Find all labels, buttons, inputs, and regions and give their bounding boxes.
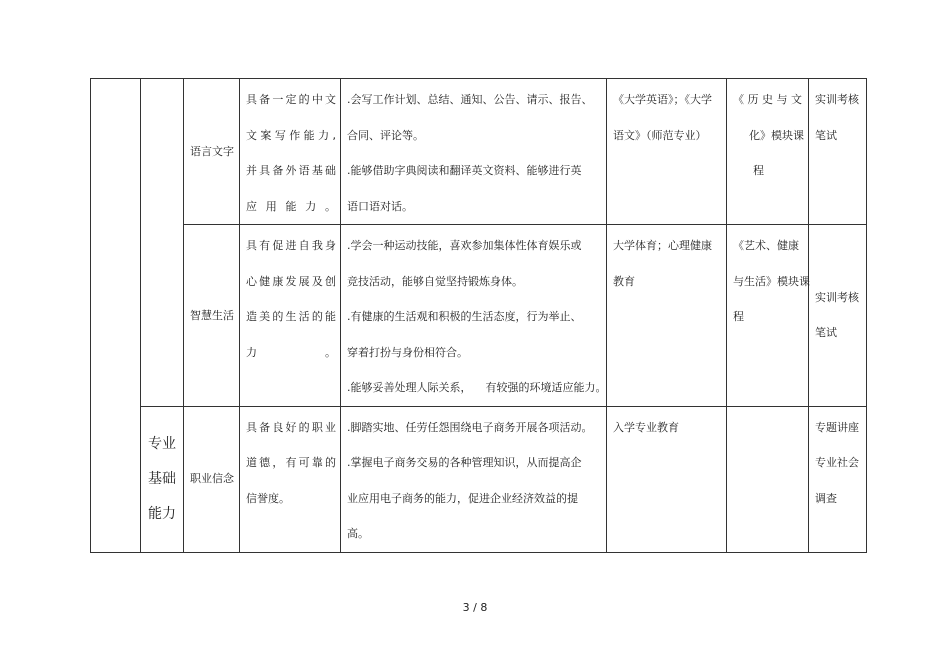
content-cell: [341, 225, 607, 407]
category-line: 能力: [148, 505, 176, 522]
content-line: .脚踏实地、任劳任怨围绕电子商务开展各项活动。: [347, 420, 593, 434]
content-line: .能够借助字典阅读和翻译英文资料、能够进行英: [347, 164, 582, 177]
course-line: 语文》（师范专业）: [613, 128, 707, 142]
assess-line: 专业社会: [815, 456, 859, 469]
assess-line: 实训考核: [815, 93, 859, 106]
module-cell-empty: [727, 406, 809, 552]
module-cell: [727, 225, 809, 407]
content-line: .学会一种运动技能，喜欢参加集体性体育娱乐或: [347, 239, 582, 252]
assess-cell: [809, 79, 867, 225]
ability-line: 具备良好的职业: [246, 420, 336, 434]
course-line: 教育: [613, 274, 635, 288]
ability-line: 道德，有可靠的: [246, 456, 336, 469]
curriculum-table: [90, 78, 867, 553]
ability-line: 心健康发展及创: [246, 274, 336, 288]
ability-cell: [240, 406, 341, 552]
ability-line: 信誉度。: [246, 491, 290, 505]
category-cell: [141, 406, 184, 552]
course-cell: [607, 225, 727, 407]
module-line: 《 历 史 与 文: [733, 93, 802, 106]
module-cell: [727, 79, 809, 225]
skill-label: 智慧生活: [190, 308, 234, 322]
module-line: 程: [733, 310, 744, 323]
content-line: 穿着打扮与身份相符合。: [347, 345, 468, 359]
module-line: 与生活》模块课: [733, 274, 810, 288]
course-cell: [607, 79, 727, 225]
content-line: 高。: [347, 527, 369, 540]
ability-line: 并具备外语基础: [246, 164, 336, 177]
ability-line: 应用能力。: [246, 199, 336, 213]
content-line: .掌握电子商务交易的各种管理知识，从而提高企: [347, 456, 582, 469]
course-line: 入学专业教育: [613, 420, 679, 434]
content-line: 语口语对话。: [347, 199, 413, 213]
content-line: 竞技活动，能够自觉坚持锻炼身体。: [347, 274, 523, 288]
content-line: .有健康的生活观和积极的生活态度，行为举止、: [347, 310, 582, 323]
content-line: 合同、评论等。: [347, 128, 424, 142]
content-line: .能够妥善处理人际关系， 有较强的环境适应能力。: [347, 381, 607, 394]
blank-column-cell: [91, 79, 141, 553]
ability-line: 具有促进自我身: [246, 239, 336, 252]
module-line: 《艺术、健康: [733, 239, 799, 252]
skill-label: 职业信念: [190, 472, 234, 486]
assess-cell: [809, 406, 867, 552]
assess-line: 专题讲座: [815, 420, 859, 434]
assess-line: 笔试: [815, 326, 837, 340]
ability-line: 力。: [246, 345, 336, 359]
module-line: 化》模块课: [749, 128, 804, 142]
table-row: [91, 225, 867, 407]
assess-line: 笔试: [815, 128, 837, 142]
ability-line: 造美的生活的能: [246, 310, 336, 323]
skill-cell: [184, 225, 240, 407]
skill-cell: [184, 406, 240, 552]
skill-cell: [184, 79, 240, 225]
course-cell: [607, 406, 727, 552]
table-row: [91, 406, 867, 552]
table-row: [91, 79, 867, 225]
content-line: 业应用电子商务的能力，促进企业经济效益的提: [347, 491, 578, 505]
ability-line: 具备一定的中文: [246, 93, 336, 106]
ability-cell: [240, 79, 341, 225]
assess-line: 实训考核: [815, 290, 859, 304]
content-line: .会写工作计划、总结、通知、公告、请示、报告、: [347, 93, 593, 106]
content-cell: [341, 79, 607, 225]
assess-cell: [809, 225, 867, 407]
category-cell-empty: [141, 79, 184, 407]
category-line: 基础: [148, 470, 176, 487]
skill-label: 语言文字: [190, 144, 234, 158]
course-line: 大学体育；心理健康: [613, 239, 712, 252]
page-number: 3 / 8: [462, 601, 488, 614]
module-line: 程: [753, 164, 764, 177]
ability-cell: [240, 225, 341, 407]
content-cell: [341, 406, 607, 552]
category-line: 专业: [148, 435, 176, 452]
assess-line: 调查: [815, 491, 837, 505]
course-line: 《大学英语》；《大学: [613, 93, 712, 106]
ability-line: 文案写作能力,: [246, 128, 336, 142]
